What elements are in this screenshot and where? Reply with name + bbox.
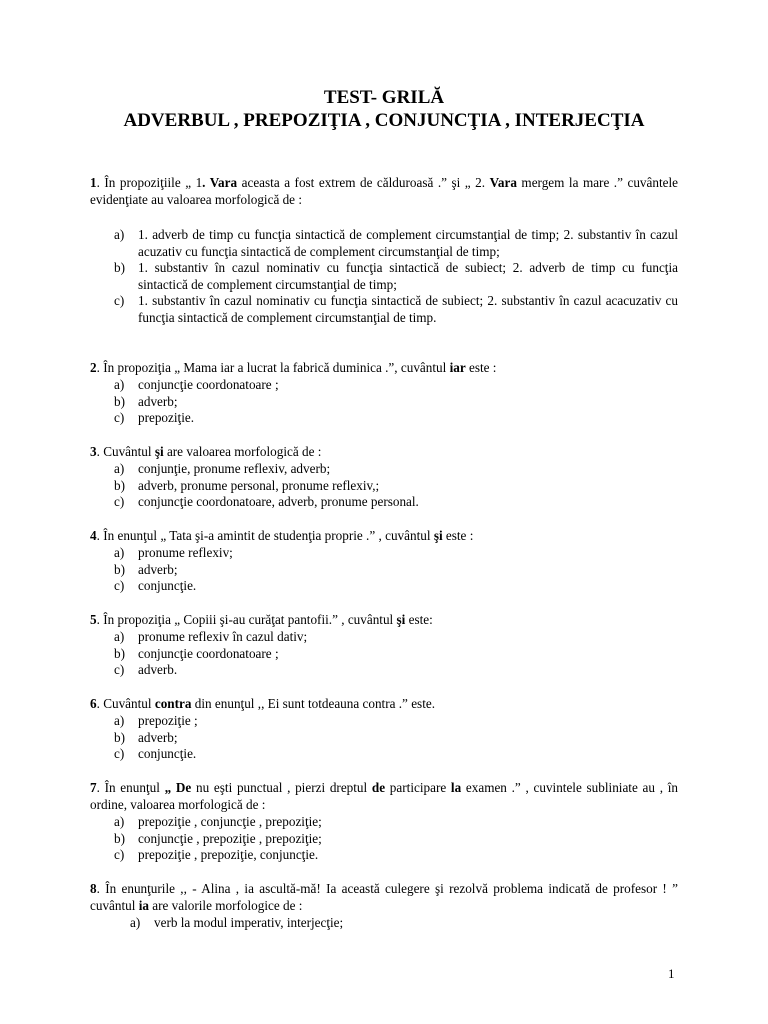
option-c[interactable]: c) adverb. (114, 662, 178, 678)
question-number: 3 (90, 444, 97, 459)
question-8-options (130, 915, 678, 932)
option-b[interactable]: b) adverb, pronume personal, pronume reflexiv,; (114, 477, 380, 493)
page-number: 1 (668, 966, 675, 981)
option-a[interactable]: a) prepoziţie , conjuncţie , prepoziţie; (114, 814, 322, 829)
question-number: 1 (90, 175, 97, 190)
option-c[interactable]: c) conjuncţie coordonatoare, adverb, pronume personal. (114, 494, 419, 510)
question-number: 7 (90, 780, 97, 795)
option-a[interactable]: a) verb la modul imperativ, interjecţie; (130, 915, 344, 930)
question-6-options (114, 713, 678, 763)
question-4-options (114, 545, 678, 595)
option-b[interactable]: b) conjuncţie , prepoziţie , prepoziţie; (114, 830, 322, 846)
question-2: 2. În propoziţia „ Mama iar a lucrat la fabrică duminica .”, cuvântul iar este : (90, 360, 497, 375)
question-3-options (114, 461, 678, 511)
option-c[interactable]: c) prepoziţie , prepoziţie, conjuncţie. (114, 847, 319, 863)
question-1: 1. În propoziţiile „ 1. Vara aceasta a fost extrem de călduroasă .” şi „ 2. Vara mergem la mare .” cuvântele evidenţiate au valoarea morfologică de : (90, 175, 678, 207)
option-a[interactable]: a) conjunţie, pronume reflexiv, adverb; (114, 461, 331, 476)
option-a[interactable]: a) 1. adverb de timp cu funcţia sintactică de complement circumstanţial de timp; 2. substantiv în cazul acuzativ cu funcţia sintactică de complement circumstanţial de timp; (114, 227, 678, 259)
option-a[interactable]: a) pronume reflexiv; (114, 545, 233, 560)
option-a[interactable]: a) conjuncţie coordonatoare ; (114, 377, 279, 392)
question-number: 4 (90, 528, 97, 543)
question-7: 7. În enunţul „ De nu eşti punctual , pierzi dreptul de participare la examen .” , cuvintele subliniate au , în ordine, valoarea morfologică de : (90, 780, 678, 812)
title-line-2: ADVERBUL , PREPOZIŢIA , CONJUNCŢIA , INTERJECŢIA (123, 110, 645, 131)
question-4: 4. În enunţul „ Tata şi-a amintit de studenţia proprie .” , cuvântul şi este : (90, 528, 474, 543)
question-2-options (114, 377, 678, 427)
question-number: 8 (90, 881, 97, 896)
option-c[interactable]: c) conjuncţie. (114, 746, 197, 762)
question-8: 8. În enunţurile ,, - Alina , ia ascultă-mă! Ia această culegere şi rezolvă problema indicată de profesor ! ” cuvântul ia are valorile morfologice de : (90, 881, 678, 913)
option-a[interactable]: a) pronume reflexiv în cazul dativ; (114, 629, 308, 644)
question-number: 6 (90, 696, 97, 711)
question-5: 5. În propoziţia „ Copiii şi-au curăţat pantofii.” , cuvântul şi este: (90, 612, 433, 627)
question-1-options (114, 227, 678, 327)
option-c[interactable]: c) conjuncţie. (114, 578, 197, 594)
option-b[interactable]: b) adverb; (114, 393, 178, 409)
question-6: 6. Cuvântul contra din enunţul ,, Ei sunt totdeauna contra .” este. (90, 696, 436, 711)
option-b[interactable]: b) adverb; (114, 729, 178, 745)
question-7-options (114, 814, 678, 864)
question-number: 2 (90, 360, 97, 375)
question-number: 5 (90, 612, 97, 627)
option-c[interactable]: c) 1. substantiv în cazul nominativ cu funcţia sintactică de subiect; 2. substantiv în cazul acacuzativ cu funcţia sintactică de complement circumstanţial de timp. (114, 293, 678, 325)
option-b[interactable]: b) adverb; (114, 561, 178, 577)
question-3: 3. Cuvântul şi are valoarea morfologică de : (90, 444, 322, 459)
option-a[interactable]: a) prepoziţie ; (114, 713, 198, 728)
title-line-1: TEST- GRILĂ (323, 87, 445, 108)
option-c[interactable]: c) prepoziţie. (114, 410, 195, 426)
question-5-options (114, 629, 678, 679)
option-b[interactable]: b) conjuncţie coordonatoare ; (114, 645, 279, 661)
option-b[interactable]: b) 1. substantiv în cazul nominativ cu funcţia sintactică de subiect; 2. adverb de timp cu funcţia sintactică de complement circumstanţial de timp; (114, 260, 678, 292)
